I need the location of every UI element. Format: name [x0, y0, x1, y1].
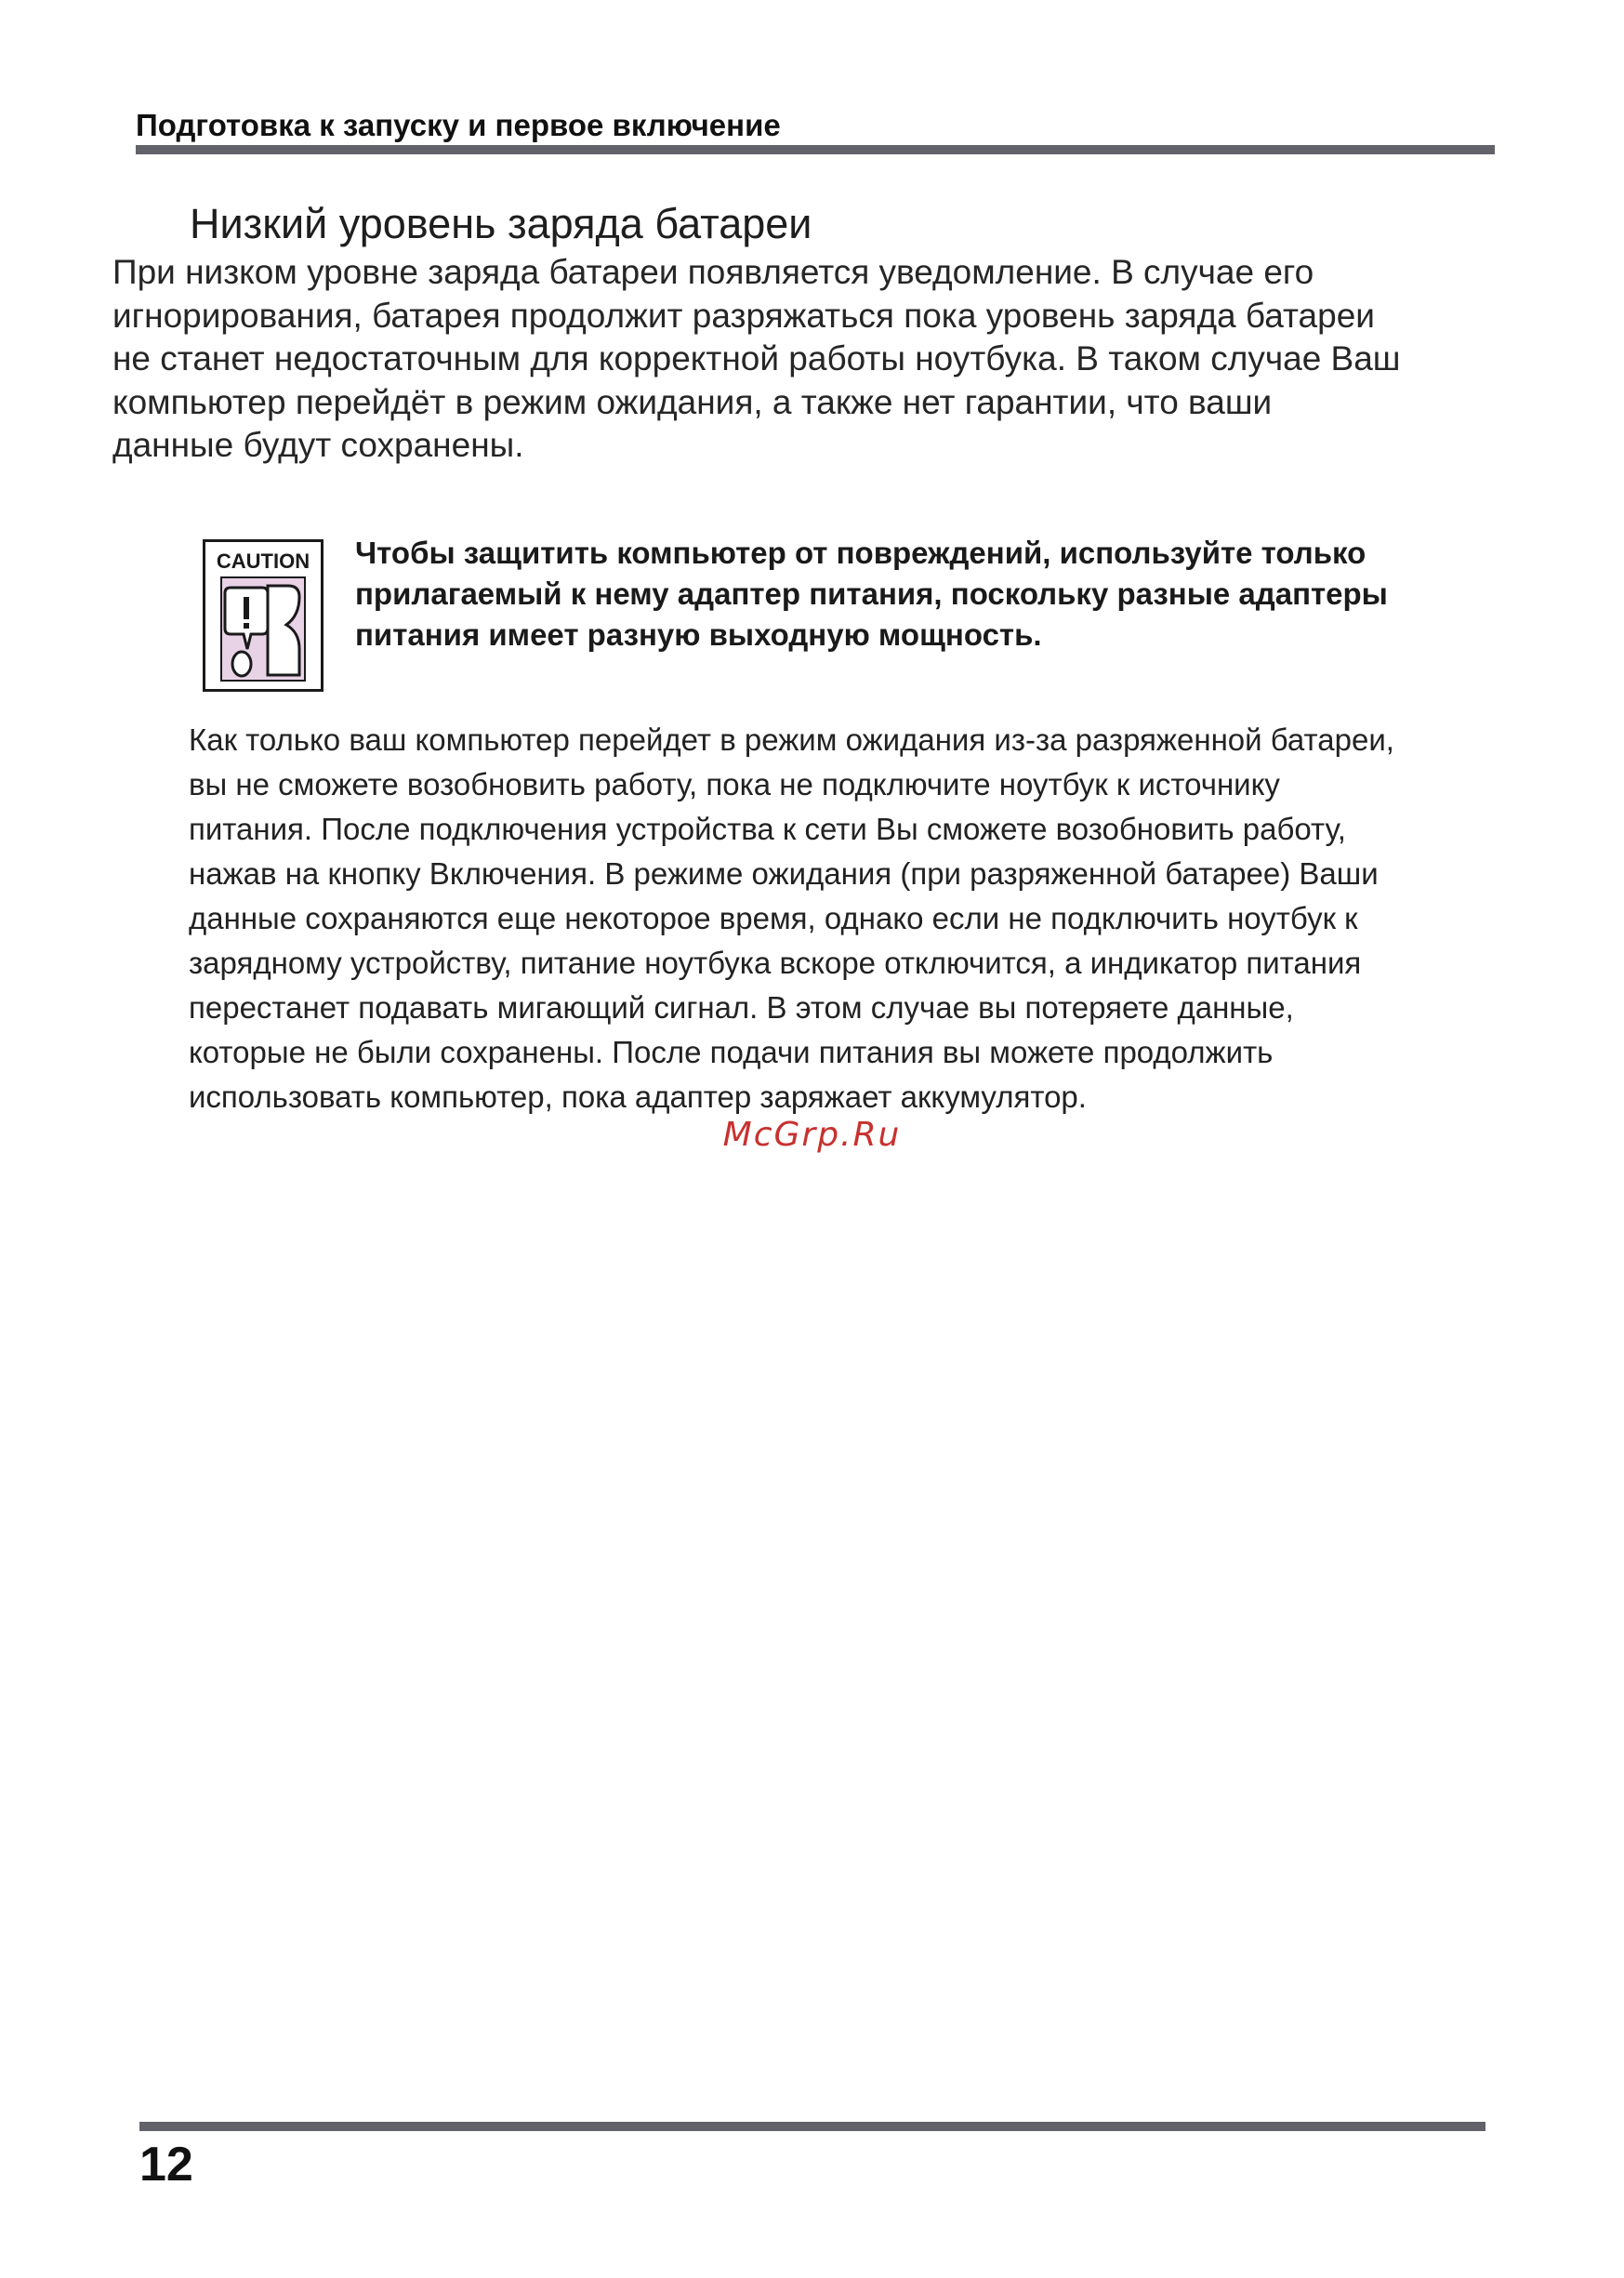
watermark-link[interactable]: McGrp.Ru: [722, 1116, 902, 1154]
page-number: 12: [139, 2138, 193, 2192]
body-line: питания. После подключения устройства к сети Вы сможете возобновить работу,: [189, 812, 1346, 846]
intro-line: компьютер перейдёт в режим ожидания, а также нет гарантии, что ваши: [112, 382, 1273, 421]
intro-line: данные будут сохранены.: [112, 426, 524, 464]
caution-line: Чтобы защитить компьютер от повреждений, используйте только: [355, 536, 1367, 570]
body-line: данные сохраняются еще некоторое время, однако если не подключить ноутбук к: [189, 901, 1358, 935]
caution-line: прилагаемый к нему адаптер питания, поскольку разные адаптеры: [355, 576, 1388, 611]
header-rule: [136, 145, 1495, 154]
caution-line: питания имеет разную выходную мощность.: [355, 617, 1042, 652]
section-title: Низкий уровень заряда батареи: [190, 200, 812, 247]
body-line: которые не были сохранены. После подачи питания вы можете продолжить: [189, 1035, 1274, 1069]
body-line: вы не сможете возобновить работу, пока не подключите ноутбук к источнику: [189, 767, 1280, 801]
body-line: Как только ваш компьютер перейдет в режим ожидания из-за разряженной батареи,: [189, 722, 1394, 757]
caution-text: [355, 533, 1517, 656]
intro-line: При низком уровне заряда батареи появляется уведомление. В случае его: [112, 253, 1314, 291]
intro-line: не станет недостаточным для корректной работы ноутбука. В таком случае Ваш: [112, 339, 1401, 377]
caution-icon-label: CAUTION: [216, 550, 310, 573]
intro-paragraph: [112, 251, 1525, 468]
body-line: зарядному устройству, питание ноутбука вскоре отключится, а индикатор питания: [189, 946, 1362, 980]
body-line: использовать компьютер, пока адаптер заряжает аккумулятор.: [189, 1079, 1087, 1114]
body-paragraph: [189, 718, 1509, 1119]
caution-icon: [203, 539, 323, 692]
running-header: Подготовка к запуску и первое включение: [136, 108, 781, 142]
footer-rule: [139, 2122, 1485, 2131]
body-line: нажав на кнопку Включения. В режиме ожидания (при разряженной батарее) Ваши: [189, 856, 1379, 891]
intro-line: игнорирования, батарея продолжит разряжаться пока уровень заряда батареи: [112, 296, 1375, 335]
body-line: перестанет подавать мигающий сигнал. В этом случае вы потеряете данные,: [189, 990, 1294, 1025]
